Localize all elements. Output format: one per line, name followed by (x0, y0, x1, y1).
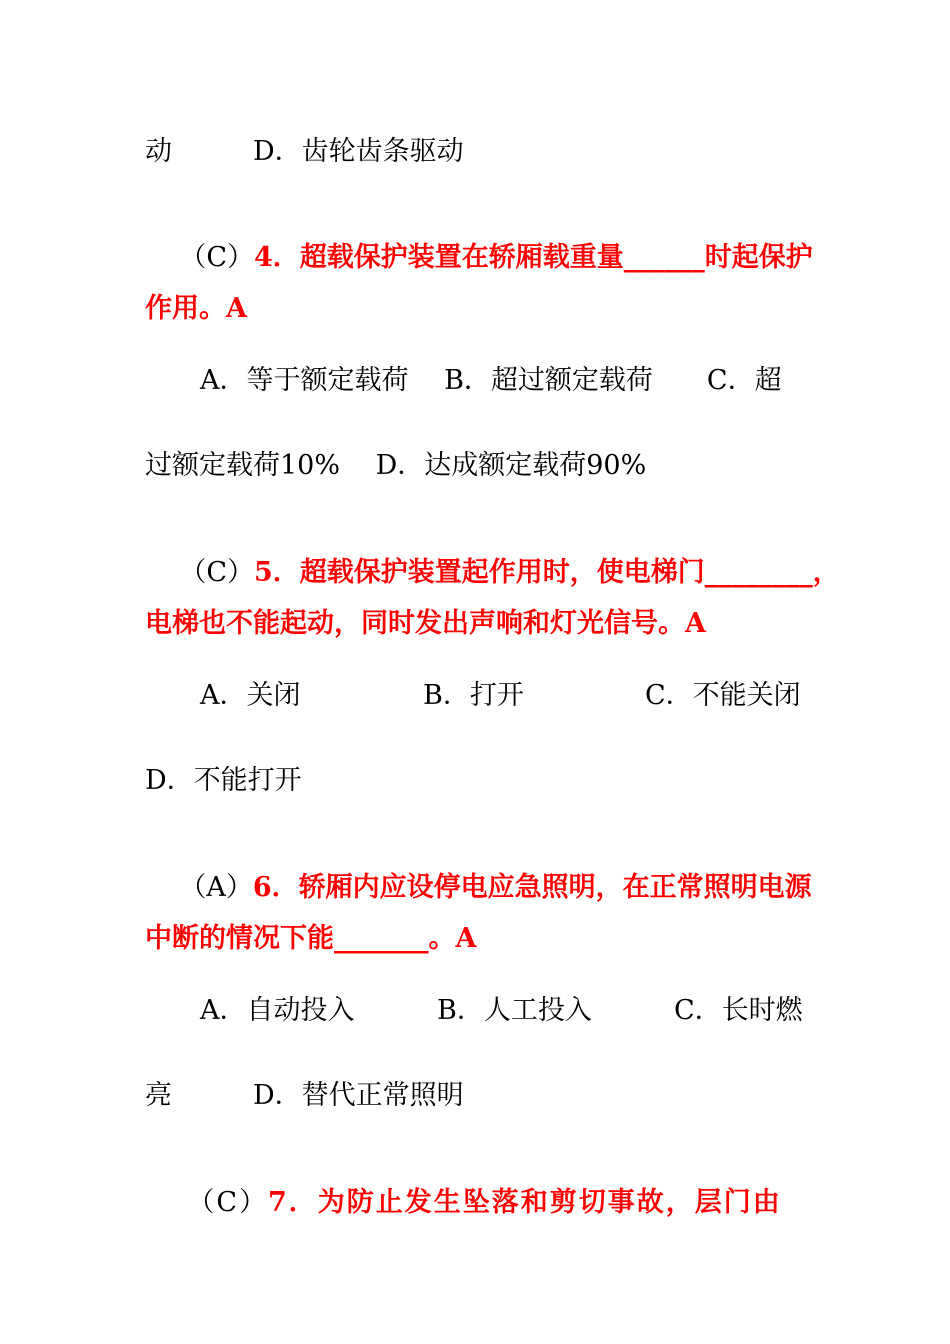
question-5-line-1 (145, 522, 840, 588)
option-b: B．打开 (423, 680, 524, 711)
question-7-line-1 (145, 1152, 782, 1218)
option-d: D．不能打开 (145, 765, 302, 796)
options-line-2: 过额定载荷10% D．达成额定载荷90% (145, 450, 647, 481)
question-6-line-1 (145, 837, 812, 903)
question-text: 4．超载保护装置在轿厢载重量______时起保护 (254, 242, 813, 273)
option-a: A．关闭 (200, 680, 301, 711)
answer-marker: （C） (187, 1187, 269, 1218)
question-4-line-1 (145, 207, 813, 273)
question-text: 6．轿厢内应设停电应急照明，在正常照明电源 (252, 872, 812, 903)
question-6-line-2: 中断的情况下能_______。A (145, 923, 477, 954)
question-text: 7．为防止发生坠落和剪切事故，层门由 (268, 1187, 782, 1218)
option-b: B．人工投入 (437, 995, 592, 1026)
text-line-1: 动 D．齿轮齿条驱动 (145, 136, 464, 167)
answer-marker: （A） (179, 872, 253, 903)
options-line-1: A．等于额定载荷 B．超过额定载荷 C．超 (200, 365, 782, 396)
option-c: C．不能关闭 (645, 680, 801, 711)
question-5-line-2: 电梯也不能起动，同时发出声响和灯光信号。A (145, 608, 706, 639)
answer-marker: （C） (179, 557, 255, 588)
question-text: 5．超载保护装置起作用时，使电梯门________， (254, 557, 840, 588)
option-c: C．长时燃 (674, 995, 803, 1026)
question-4-line-2: 作用。A (145, 293, 247, 324)
options-line-3: 亮 D．替代正常照明 (145, 1080, 464, 1111)
option-a: A．自动投入 (200, 995, 355, 1026)
answer-marker: （C） (179, 242, 255, 273)
